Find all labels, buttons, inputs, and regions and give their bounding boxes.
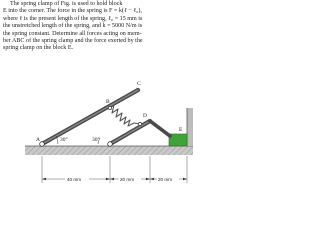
problem-line: where ℓ is the present length of the spring, ℓ₀ = 15 mm is xyxy=(3,15,143,22)
member-d-tip xyxy=(150,121,170,136)
problem-line: The spring clamp of Fig. is used to hold block xyxy=(10,1,123,7)
dim-arrow xyxy=(146,178,150,180)
label-e: E xyxy=(179,127,183,133)
dim-label-20-second: 20 mm xyxy=(158,176,173,182)
angle-label-right: 30° xyxy=(92,137,100,143)
label-d: D xyxy=(143,113,147,119)
pin-b xyxy=(108,106,111,109)
dim-arrow xyxy=(110,178,114,180)
problem-line: spring clamp on the block E. xyxy=(3,45,74,52)
spring-clamp-figure xyxy=(0,68,200,192)
spring-clamp-diagram xyxy=(0,68,200,192)
label-a: A xyxy=(36,137,40,143)
problem-line: the unstretched length of the spring, and k = 5000 N/m is xyxy=(3,23,143,30)
ground-hatching xyxy=(25,146,193,155)
dim-arrow xyxy=(106,178,110,180)
problem-line: E into the corner. The force in the spring is F = k(ℓ − ℓ₀), xyxy=(3,8,142,15)
problem-line: the spring constant. Determine all forces acting on mem- xyxy=(3,30,142,37)
problem-line: ber ABC of the spring clamp and the force exerted by the xyxy=(3,38,143,45)
dim-arrow xyxy=(42,178,46,180)
dim-arrow xyxy=(150,178,154,180)
spring xyxy=(110,105,140,126)
pin-d xyxy=(138,122,141,125)
label-b: B xyxy=(106,99,110,105)
dim-label-40: 40 mm xyxy=(67,176,82,182)
dim-label-20-first: 20 mm xyxy=(120,176,135,182)
pin-a xyxy=(40,142,45,147)
corner-wall xyxy=(187,108,193,146)
angle-label-left: 30° xyxy=(60,137,68,143)
dim-arrow xyxy=(183,178,187,180)
pin-hinge xyxy=(108,142,113,147)
label-c: C xyxy=(137,81,141,87)
problem-statement xyxy=(3,1,198,53)
